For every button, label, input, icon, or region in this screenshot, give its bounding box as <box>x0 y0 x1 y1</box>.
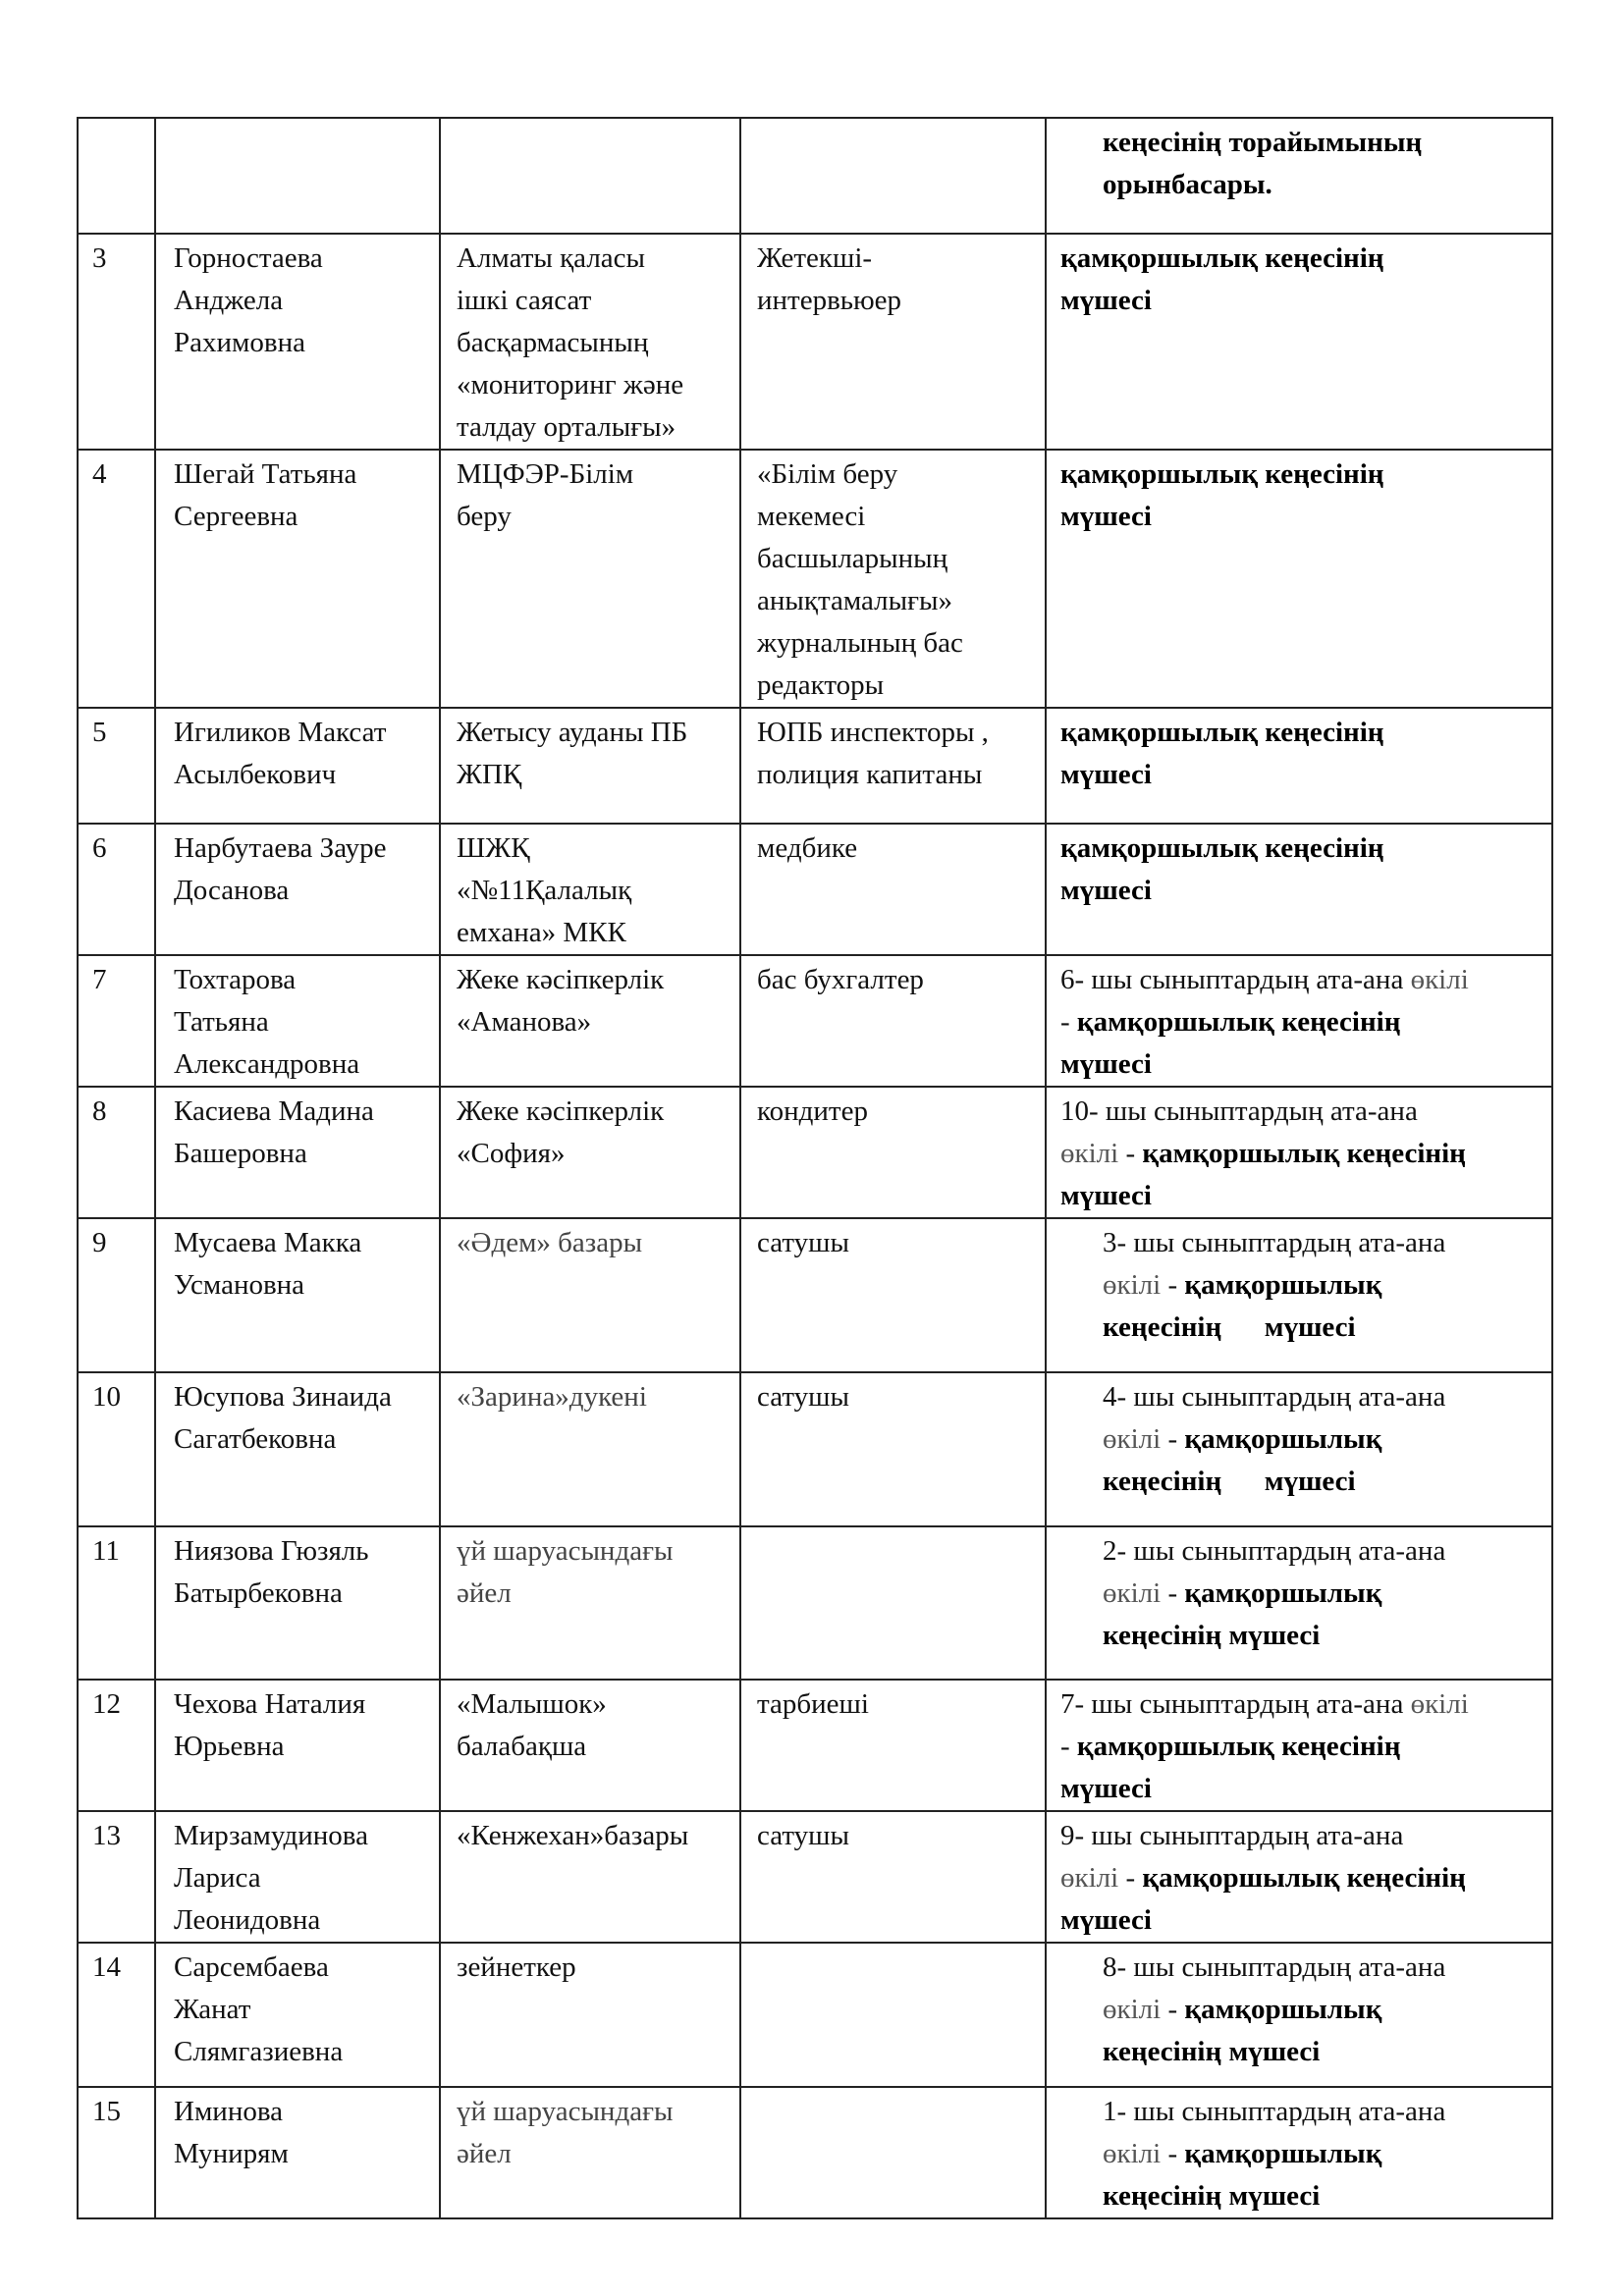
member-name-line: Леонидовна <box>174 1904 321 1936</box>
position-line: Жетекші- <box>757 242 873 274</box>
council-role-text: қамқоршылық <box>1184 1994 1382 2025</box>
row-number-cell <box>78 824 155 955</box>
council-role-cell <box>1046 1943 1552 2087</box>
member-name-line: Сагатбековна <box>174 1423 337 1455</box>
class-parent-text: 6- шы сыныптардың ата-ана <box>1060 964 1411 995</box>
member-name-line: Чехова Наталия <box>174 1688 366 1720</box>
position-cell <box>740 234 1046 450</box>
member-name-cell <box>155 1218 440 1372</box>
row-number: 11 <box>92 1535 120 1567</box>
organization-line: емхана» МКК <box>457 917 626 948</box>
position-line: сатушы <box>757 1381 849 1413</box>
board-members-table <box>77 117 1553 2219</box>
organization-line: талдау орталығы» <box>457 411 676 443</box>
member-name-line: Горностаева <box>174 242 323 274</box>
table-row <box>78 1526 1552 1680</box>
position-line: анықтамалығы» <box>757 585 952 616</box>
row-number: 3 <box>92 242 107 274</box>
table-row <box>78 1372 1552 1526</box>
table-row <box>78 708 1552 824</box>
council-role-cell <box>1046 955 1552 1087</box>
table-row <box>78 234 1552 450</box>
council-role-line <box>1060 1133 1551 1175</box>
council-role-text: қамқоршылық кеңесінің <box>1060 242 1384 274</box>
class-parent-text: - <box>1060 1006 1077 1038</box>
organization-cell <box>440 1811 740 1943</box>
council-role-cell <box>1046 2087 1552 2218</box>
member-name-line: Досанова <box>174 875 290 906</box>
member-name-cell <box>155 234 440 450</box>
council-role-line <box>1060 870 1551 912</box>
row-number-cell <box>78 1526 155 1680</box>
position-line: интервьюер <box>757 285 902 316</box>
class-parent-text: - <box>1161 1994 1185 2025</box>
position-cell <box>740 824 1046 955</box>
organization-line: Жетысу ауданы ПБ <box>457 717 688 748</box>
council-role-text: қамқоршылық кеңесінің <box>1142 1862 1466 1894</box>
representative-label: өкілі <box>1103 1577 1162 1609</box>
position-cell <box>740 1372 1046 1526</box>
row-number: 15 <box>92 2096 121 2127</box>
position-cell <box>740 1943 1046 2087</box>
representative-label: өкілі <box>1103 1269 1162 1301</box>
council-role-cell <box>1046 1526 1552 1680</box>
position-cell <box>740 1526 1046 1680</box>
representative-label: өкілі <box>1060 1862 1119 1894</box>
council-role-text: қамқоршылық кеңесінің <box>1142 1138 1466 1169</box>
class-parent-text: 9- шы сыныптардың ата-ана <box>1060 1820 1404 1851</box>
member-name-line: Иминова <box>174 2096 284 2127</box>
table-row <box>78 2087 1552 2218</box>
member-name-cell <box>155 708 440 824</box>
organization-line: МЦФЭР-Білім <box>457 458 634 490</box>
council-role-cell <box>1046 234 1552 450</box>
council-role-cell <box>1046 708 1552 824</box>
row-number-cell <box>78 234 155 450</box>
organization-line: «Әдем» базары <box>457 1227 643 1258</box>
position-cell <box>740 955 1046 1087</box>
organization-line: «мониторинг және <box>457 369 684 400</box>
council-role-line <box>1103 1376 1551 1418</box>
member-name-cell <box>155 1526 440 1680</box>
council-role-line <box>1103 1615 1551 1657</box>
organization-cell <box>440 234 740 450</box>
table-row <box>78 1943 1552 2087</box>
position-cell <box>740 1680 1046 1811</box>
council-role-text: мүшесі <box>1060 759 1152 790</box>
position-cell <box>740 450 1046 708</box>
council-role-line <box>1103 1461 1551 1503</box>
member-name-line: Слямгазиевна <box>174 2036 344 2067</box>
organization-line: «Зарина»дукені <box>457 1381 647 1413</box>
organization-cell <box>440 955 740 1087</box>
organization-line: үй шаруасындағы <box>457 2096 674 2127</box>
organization-line: «№11Қалалық <box>457 875 632 906</box>
position-cell <box>740 1087 1046 1218</box>
position-line: кондитер <box>757 1095 868 1127</box>
member-name-line: Анджела <box>174 285 284 316</box>
position-cell <box>740 118 1046 234</box>
row-number-cell <box>78 118 155 234</box>
council-role-text: қамқоршылық <box>1184 1423 1382 1455</box>
council-role-line <box>1060 828 1551 870</box>
member-name-line: Башеровна <box>174 1138 307 1169</box>
council-role-text: мүшесі <box>1060 1904 1152 1936</box>
organization-line: ЖПҚ <box>457 759 522 790</box>
member-name-cell <box>155 1811 440 1943</box>
member-name-line: Сарсембаева <box>174 1951 329 1983</box>
class-parent-text: 3- шы сыныптардың ата-ана <box>1103 1227 1446 1258</box>
council-role-text: кеңесінің мүшесі <box>1103 2180 1321 2212</box>
council-role-line <box>1060 1815 1551 1857</box>
row-number-cell <box>78 708 155 824</box>
council-role-text: қамқоршылық кеңесінің <box>1060 458 1384 490</box>
row-number: 10 <box>92 1381 121 1413</box>
council-role-text: кеңесінің торайымының <box>1103 127 1423 158</box>
organization-cell <box>440 2087 740 2218</box>
member-name-line: Мусаева Макка <box>174 1227 362 1258</box>
council-role-line <box>1103 1530 1551 1573</box>
organization-cell <box>440 1372 740 1526</box>
member-name-cell <box>155 824 440 955</box>
council-role-line <box>1060 1043 1551 1086</box>
council-role-line <box>1103 1947 1551 1989</box>
council-role-line <box>1103 1418 1551 1461</box>
organization-line: балабақша <box>457 1731 587 1762</box>
position-line: полиция капитаны <box>757 759 983 790</box>
organization-line: ішкі саясат <box>457 285 592 316</box>
organization-line: «Малышок» <box>457 1688 607 1720</box>
council-role-line <box>1103 122 1551 164</box>
council-role-text: қамқоршылық кеңесінің <box>1076 1731 1401 1762</box>
organization-line: ШЖҚ <box>457 832 530 864</box>
organization-cell <box>440 1218 740 1372</box>
row-number-cell <box>78 450 155 708</box>
member-name-line: Касиева Мадина <box>174 1095 374 1127</box>
organization-cell <box>440 824 740 955</box>
council-role-line <box>1103 2091 1551 2133</box>
organization-line: Жеке кәсіпкерлік <box>457 1095 665 1127</box>
position-line: тарбиеші <box>757 1688 869 1720</box>
council-role-line <box>1103 2133 1551 2175</box>
member-name-line: Рахимовна <box>174 327 305 358</box>
table-row <box>78 1087 1552 1218</box>
organization-line: беру <box>457 501 512 532</box>
member-name-cell <box>155 118 440 234</box>
row-number: 12 <box>92 1688 121 1720</box>
organization-line: әйел <box>457 1577 512 1609</box>
table-row <box>78 1218 1552 1372</box>
member-name-line: Шегай Татьяна <box>174 458 357 490</box>
representative-label: өкілі <box>1060 1138 1119 1169</box>
member-name-line: Татьяна <box>174 1006 269 1038</box>
class-parent-text: 7- шы сыныптардың ата-ана <box>1060 1688 1411 1720</box>
council-role-text: кеңесінің мүшесі <box>1103 1311 1356 1343</box>
council-role-text: мүшесі <box>1060 1048 1152 1080</box>
table-row <box>78 955 1552 1087</box>
position-cell <box>740 1811 1046 1943</box>
organization-cell <box>440 1087 740 1218</box>
class-parent-text: 4- шы сыныптардың ата-ана <box>1103 1381 1446 1413</box>
table-row <box>78 118 1552 234</box>
council-role-line <box>1103 2031 1551 2073</box>
representative-label: өкілі <box>1410 1688 1469 1720</box>
table-row <box>78 450 1552 708</box>
row-number-cell <box>78 1680 155 1811</box>
member-name-line: Александровна <box>174 1048 360 1080</box>
representative-label: өкілі <box>1103 1423 1162 1455</box>
council-role-line <box>1103 1989 1551 2031</box>
position-cell <box>740 708 1046 824</box>
row-number-cell <box>78 1218 155 1372</box>
council-role-line <box>1060 712 1551 754</box>
row-number: 7 <box>92 964 107 995</box>
table-row <box>78 1811 1552 1943</box>
organization-cell <box>440 118 740 234</box>
organization-line: Алматы қаласы <box>457 242 646 274</box>
council-role-text: қамқоршылық <box>1184 2138 1382 2169</box>
position-line: сатушы <box>757 1227 849 1258</box>
representative-label: өкілі <box>1103 2138 1162 2169</box>
position-cell <box>740 2087 1046 2218</box>
class-parent-text: 2- шы сыныптардың ата-ана <box>1103 1535 1446 1567</box>
council-role-text: қамқоршылық кеңесінің <box>1076 1006 1401 1038</box>
council-role-line <box>1060 454 1551 496</box>
member-name-line: Жанат <box>174 1994 251 2025</box>
council-role-line <box>1060 1899 1551 1942</box>
member-name-cell <box>155 1087 440 1218</box>
position-line: журналының бас <box>757 627 963 659</box>
organization-line: Жеке кәсіпкерлік <box>457 964 665 995</box>
position-cell <box>740 1218 1046 1372</box>
council-role-line <box>1060 1726 1551 1768</box>
class-parent-text: 8- шы сыныптардың ата-ана <box>1103 1951 1446 1983</box>
table-row <box>78 824 1552 955</box>
council-role-line <box>1060 959 1551 1001</box>
class-parent-text: - <box>1161 1577 1185 1609</box>
council-role-line <box>1060 1001 1551 1043</box>
row-number: 4 <box>92 458 107 490</box>
council-role-text: қамқоршылық <box>1184 1577 1382 1609</box>
member-name-line: Нарбутаева Зауре <box>174 832 387 864</box>
council-role-cell <box>1046 824 1552 955</box>
council-role-line <box>1103 164 1551 206</box>
organization-line: зейнеткер <box>457 1951 576 1983</box>
member-name-line: Игиликов Максат <box>174 717 387 748</box>
class-parent-text: - <box>1161 2138 1185 2169</box>
organization-line: «Аманова» <box>457 1006 592 1038</box>
position-line: «Білім беру <box>757 458 898 490</box>
member-name-line: Юсупова Зинаида <box>174 1381 392 1413</box>
council-role-text: мүшесі <box>1060 501 1152 532</box>
member-name-line: Сергеевна <box>174 501 298 532</box>
member-name-line: Лариса <box>174 1862 261 1894</box>
position-line: бас бухгалтер <box>757 964 924 995</box>
council-role-cell <box>1046 1218 1552 1372</box>
council-role-line <box>1060 496 1551 538</box>
position-line: ЮПБ инспекторы , <box>757 717 989 748</box>
member-name-line: Батырбековна <box>174 1577 343 1609</box>
representative-label: өкілі <box>1103 1994 1162 2025</box>
class-parent-text: - <box>1161 1423 1185 1455</box>
council-role-line <box>1060 238 1551 280</box>
organization-line: «Кенжехан»базары <box>457 1820 689 1851</box>
row-number-cell <box>78 1811 155 1943</box>
organization-line: үй шаруасындағы <box>457 1535 674 1567</box>
member-name-cell <box>155 1372 440 1526</box>
row-number: 5 <box>92 717 107 748</box>
member-name-line: Асылбекович <box>174 759 337 790</box>
member-name-cell <box>155 2087 440 2218</box>
council-role-text: орынбасары. <box>1103 169 1272 200</box>
class-parent-text: - <box>1118 1862 1143 1894</box>
organization-cell <box>440 1526 740 1680</box>
class-parent-text: 10- шы сыныптардың ата-ана <box>1060 1095 1418 1127</box>
class-parent-text: - <box>1118 1138 1143 1169</box>
organization-cell <box>440 1680 740 1811</box>
member-name-line: Ниязова Гюзяль <box>174 1535 369 1567</box>
council-role-cell <box>1046 450 1552 708</box>
position-line: басшыларының <box>757 543 948 574</box>
council-role-text: қамқоршылық <box>1184 1269 1382 1301</box>
council-role-cell <box>1046 1811 1552 1943</box>
council-role-text: мүшесі <box>1060 875 1152 906</box>
position-line: мекемесі <box>757 501 866 532</box>
row-number-cell <box>78 1943 155 2087</box>
row-number: 8 <box>92 1095 107 1127</box>
row-number: 6 <box>92 832 107 864</box>
organization-cell <box>440 708 740 824</box>
council-role-line <box>1103 1573 1551 1615</box>
position-line: сатушы <box>757 1820 849 1851</box>
council-role-line <box>1060 1175 1551 1217</box>
council-role-line <box>1103 1264 1551 1307</box>
council-role-text: қамқоршылық кеңесінің <box>1060 832 1384 864</box>
council-role-text: қамқоршылық кеңесінің <box>1060 717 1384 748</box>
council-role-text: кеңесінің мүшесі <box>1103 1466 1356 1497</box>
member-name-line: Юрьевна <box>174 1731 285 1762</box>
council-role-line <box>1103 1222 1551 1264</box>
council-role-cell <box>1046 1087 1552 1218</box>
council-role-cell <box>1046 1680 1552 1811</box>
member-name-cell <box>155 955 440 1087</box>
class-parent-text: - <box>1060 1731 1077 1762</box>
council-role-line <box>1103 1307 1551 1349</box>
council-role-line <box>1060 1683 1551 1726</box>
council-role-text: мүшесі <box>1060 1180 1152 1211</box>
organization-line: «София» <box>457 1138 566 1169</box>
organization-cell <box>440 1943 740 2087</box>
organization-cell <box>440 450 740 708</box>
member-name-line: Тохтарова <box>174 964 297 995</box>
row-number: 14 <box>92 1951 121 1983</box>
member-name-cell <box>155 1943 440 2087</box>
organization-line: басқармасының <box>457 327 649 358</box>
position-line: медбике <box>757 832 858 864</box>
row-number-cell <box>78 1372 155 1526</box>
council-role-line <box>1060 1857 1551 1899</box>
council-role-line <box>1103 2175 1551 2217</box>
row-number: 9 <box>92 1227 107 1258</box>
member-name-line: Усмановна <box>174 1269 305 1301</box>
council-role-line <box>1060 754 1551 796</box>
organization-line: әйел <box>457 2138 512 2169</box>
row-number-cell <box>78 2087 155 2218</box>
member-name-line: Мирзамудинова <box>174 1820 368 1851</box>
council-role-text: мүшесі <box>1060 285 1152 316</box>
row-number: 13 <box>92 1820 121 1851</box>
council-role-cell <box>1046 1372 1552 1526</box>
council-role-line <box>1060 1091 1551 1133</box>
row-number-cell <box>78 1087 155 1218</box>
member-name-cell <box>155 1680 440 1811</box>
council-role-text: мүшесі <box>1060 1773 1152 1804</box>
table-body <box>78 118 1552 2218</box>
position-line: редакторы <box>757 669 885 701</box>
class-parent-text: 1- шы сыныптардың ата-ана <box>1103 2096 1446 2127</box>
council-role-text: кеңесінің мүшесі <box>1103 2036 1321 2067</box>
representative-label: өкілі <box>1410 964 1469 995</box>
council-role-text: кеңесінің мүшесі <box>1103 1620 1321 1651</box>
council-role-cell <box>1046 118 1552 234</box>
row-number-cell <box>78 955 155 1087</box>
council-role-line <box>1060 280 1551 322</box>
class-parent-text: - <box>1161 1269 1185 1301</box>
table-row <box>78 1680 1552 1811</box>
member-name-line: Мунирям <box>174 2138 289 2169</box>
council-role-line <box>1060 1768 1551 1810</box>
member-name-cell <box>155 450 440 708</box>
